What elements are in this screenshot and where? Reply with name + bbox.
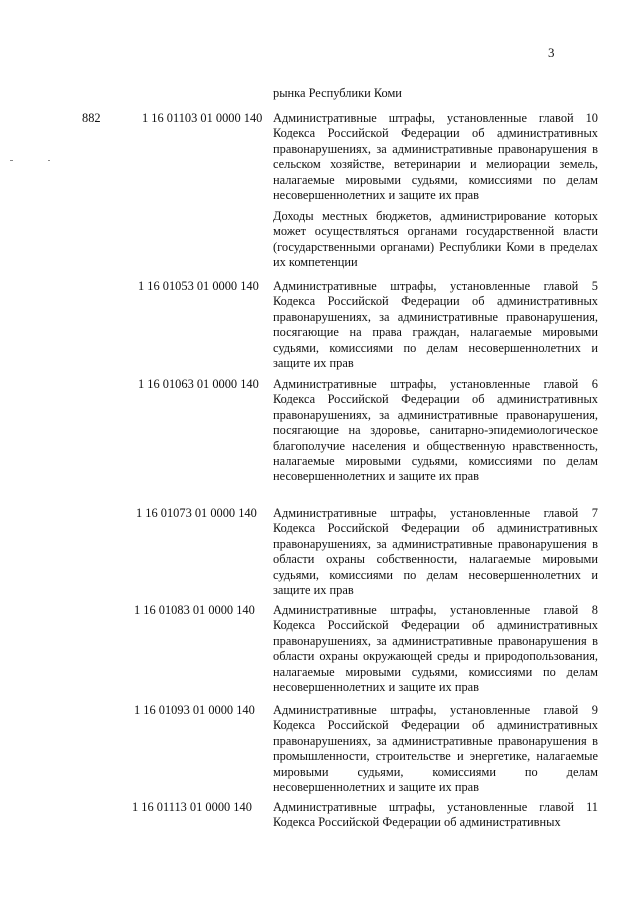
row-description: Административные штрафы, установленные главой 10 Кодекса Российской Федерации об административных правонарушениях, за административные правонарушения в сельском хозяйстве, ветеринарии и мелиорации земель, налагаемые мировыми судьями, комиссиями по делам несовершеннолетних и защите их прав — [273, 111, 598, 203]
row-description: Административные штрафы, установленные главой 7 Кодекса Российской Федерации об административных правонарушениях, за административные правонарушения в области охраны собственности, налагаемые мировыми судьями, комиссиями по делам несовершеннолетних и защите их прав — [273, 506, 598, 598]
budget-code: 1 16 01053 01 0000 140 — [138, 279, 259, 293]
budget-code: 1 16 01103 01 0000 140 — [142, 111, 263, 125]
budget-code: 1 16 01073 01 0000 140 — [136, 506, 257, 520]
budget-code: 1 16 01083 01 0000 140 — [134, 603, 255, 617]
section-description: Доходы местных бюджетов, администрирование которых может осуществляться органами государственной власти (государственными органами) Республики Коми в пределах их компетенции — [273, 209, 598, 270]
row-description: Административные штрафы, установленные главой 5 Кодекса Российской Федерации об административных правонарушениях, за административные правонарушения, посягающие на права граждан, налагаемые мировыми судьями, комиссиями по делам несовершеннолетних и защите их прав — [273, 279, 598, 371]
continuation-text: рынка Республики Коми — [273, 86, 402, 100]
scan-speck — [48, 160, 50, 161]
row-description: Административные штрафы, установленные главой 11 Кодекса Российской Федерации об административных — [273, 800, 598, 830]
budget-code: 1 16 01063 01 0000 140 — [138, 377, 259, 391]
page-number: 3 — [548, 45, 555, 60]
budget-code: 1 16 01093 01 0000 140 — [134, 703, 255, 717]
row-description: Административные штрафы, установленные главой 6 Кодекса Российской Федерации об административных правонарушениях, за административные правонарушения, посягающие на здоровье, санитарно-эпидемиологическое благополучие населения и общественную нравственность, налагаемые мировыми судьями, комиссиями по делам несовершеннолетних и защите их прав — [273, 377, 598, 484]
row-description: Административные штрафы, установленные главой 8 Кодекса Российской Федерации об административных правонарушениях, за административные правонарушения в области охраны окружающей среды и природопользования, налагаемые мировыми судьями, комиссиями по делам несовершеннолетних и защите их прав — [273, 603, 598, 695]
row-number: 882 — [82, 111, 101, 125]
scan-speck — [10, 160, 13, 161]
budget-code: 1 16 01113 01 0000 140 — [132, 800, 252, 814]
row-description: Административные штрафы, установленные главой 9 Кодекса Российской Федерации об административных правонарушениях, за административные правонарушения в промышленности, строительстве и энергетике, налагаемые мировыми судьями, комиссиями по делам несовершеннолетних и защите их прав — [273, 703, 598, 795]
